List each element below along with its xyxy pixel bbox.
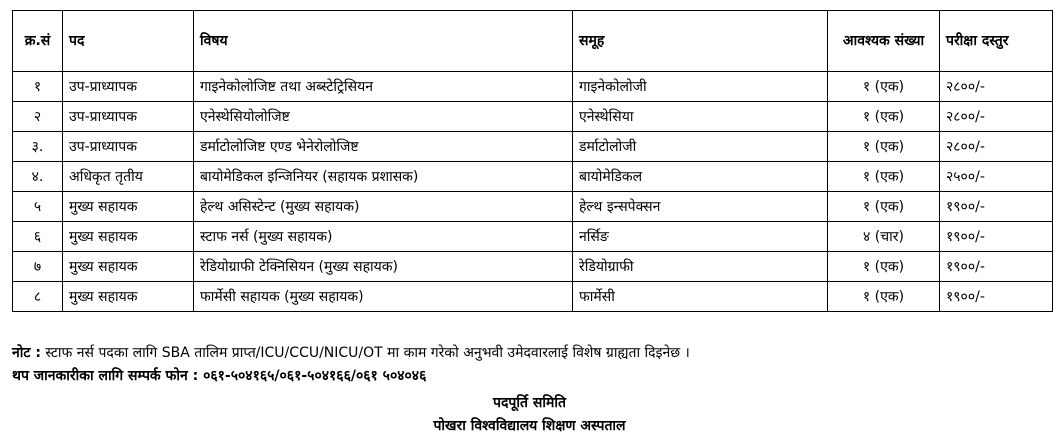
cell-required-count: १ (एक) <box>828 162 940 192</box>
cell-required-count: १ (एक) <box>828 132 940 162</box>
cell-serial: ३. <box>13 132 63 162</box>
cell-group: बायोमेडिकल <box>573 162 828 192</box>
col-header-group: समूह <box>573 11 828 72</box>
table-row <box>13 162 1053 192</box>
cell-serial: २ <box>13 102 63 132</box>
cell-post: अधिकृत तृतीय <box>63 162 194 192</box>
institution-name: पोखरा विश्वविद्यालय शिक्षण अस्पताल <box>433 418 626 434</box>
cell-post: मुख्य सहायक <box>63 222 194 252</box>
cell-serial: ७ <box>13 252 63 282</box>
cell-subject: डर्माटोलोजिष्ट एण्ड भेनेरोलोजिष्ट <box>194 132 573 162</box>
cell-exam-fee: १९००/- <box>940 282 1053 312</box>
cell-exam-fee: २८००/- <box>940 102 1053 132</box>
note-text: स्टाफ नर्स पदका लागि SBA तालिम प्राप्त/ICU/CCU/NICU/OT मा काम गरेको अनुभवी उमेदवारलाई विशेष ग्राह्यता दिइनेछ । <box>40 345 690 361</box>
col-header-subject: विषय <box>194 11 573 72</box>
table-row <box>13 72 1053 102</box>
cell-exam-fee: २८००/- <box>940 72 1053 102</box>
cell-exam-fee: १९००/- <box>940 222 1053 252</box>
cell-exam-fee: १९००/- <box>940 192 1053 222</box>
cell-exam-fee: २८००/- <box>940 132 1053 162</box>
cell-post: मुख्य सहायक <box>63 282 194 312</box>
table-row <box>13 222 1053 252</box>
table-row <box>13 102 1053 132</box>
table-header-row <box>13 11 1053 72</box>
cell-post: उप-प्राध्यापक <box>63 72 194 102</box>
col-header-required-count: आवश्यक संख्या <box>828 11 940 72</box>
col-header-serial: क्र.सं <box>13 11 63 72</box>
cell-required-count: १ (एक) <box>828 252 940 282</box>
cell-required-count: १ (एक) <box>828 282 940 312</box>
cell-group: गाइनेकोलोजी <box>573 72 828 102</box>
note-line <box>12 343 690 363</box>
cell-group: फार्मेसी <box>573 282 828 312</box>
cell-serial: १ <box>13 72 63 102</box>
cell-subject: बायोमेडिकल इन्जिनियर (सहायक प्रशासक) <box>194 162 573 192</box>
note-label: नोट : <box>12 345 41 361</box>
cell-serial: ५ <box>13 192 63 222</box>
col-header-exam-fee: परीक्षा दस्तुर <box>940 11 1053 72</box>
cell-serial: ४. <box>13 162 63 192</box>
cell-required-count: १ (एक) <box>828 102 940 132</box>
table-row <box>13 192 1053 222</box>
cell-required-count: ४ (चार) <box>828 222 940 252</box>
cell-exam-fee: २५००/- <box>940 162 1053 192</box>
cell-required-count: १ (एक) <box>828 192 940 222</box>
cell-subject: रेडियोग्राफी टेक्निसियन (मुख्य सहायक) <box>194 252 573 282</box>
cell-post: उप-प्राध्यापक <box>63 102 194 132</box>
cell-subject: हेल्थ असिस्टेन्ट (मुख्य सहायक) <box>194 192 573 222</box>
table-row <box>13 252 1053 282</box>
cell-required-count: १ (एक) <box>828 72 940 102</box>
cell-post: मुख्य सहायक <box>63 192 194 222</box>
cell-subject: स्टाफ नर्स (मुख्य सहायक) <box>194 222 573 252</box>
cell-serial: ८ <box>13 282 63 312</box>
col-header-post: पद <box>63 11 194 72</box>
cell-group: रेडियोग्राफी <box>573 252 828 282</box>
cell-subject: फार्मेसी सहायक (मुख्य सहायक) <box>194 282 573 312</box>
cell-group: हेल्थ इन्सपेक्सन <box>573 192 828 222</box>
table-body <box>13 72 1053 312</box>
cell-group: नर्सिङ <box>573 222 828 252</box>
table-row <box>13 132 1053 162</box>
committee-name: पदपूर्ति समिति <box>493 395 566 411</box>
cell-post: मुख्य सहायक <box>63 252 194 282</box>
cell-subject: एनेस्थेसियोलोजिष्ट <box>194 102 573 132</box>
cell-serial: ६ <box>13 222 63 252</box>
vacancy-table <box>12 10 1053 312</box>
table-row <box>13 282 1053 312</box>
contact-line: थप जानकारीका लागि सम्पर्क फोन : ०६१-५०४१६५/०६१-५०४१६६/०६१ ५०४०४६ <box>12 368 427 384</box>
cell-subject: गाइनेकोलोजिष्ट तथा अब्स्टेट्रिसियन <box>194 72 573 102</box>
cell-post: उप-प्राध्यापक <box>63 132 194 162</box>
cell-group: डर्माटोलोजी <box>573 132 828 162</box>
cell-exam-fee: १९००/- <box>940 252 1053 282</box>
cell-group: एनेस्थेसिया <box>573 102 828 132</box>
